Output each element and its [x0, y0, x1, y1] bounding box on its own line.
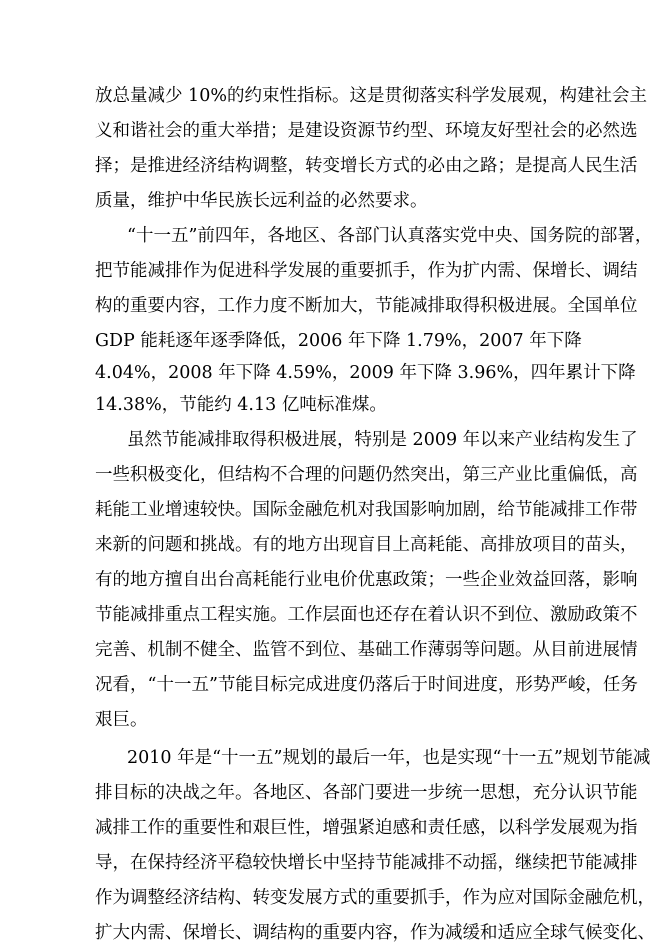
text-line: 导，在保持经济平稳较快增长中坚持节能减排不动摇，继续把节能减排: [95, 853, 638, 873]
text-line: 作为调整经济结构、转变发展方式的重要抓手，作为应对国际金融危机，: [95, 888, 655, 908]
text-line: 况看，“十一五”节能目标完成进度仍落后于时间进度，形势严峻，任务: [95, 675, 638, 695]
text-line: 义和谐社会的重大举措；是建设资源节约型、环境友好型社会的必然选: [95, 121, 638, 141]
text-line: 2010 年是“十一五”规划的最后一年，也是实现“十一五”规划节能减: [127, 748, 651, 768]
text-line: 放总量减少 10%的约束性指标。这是贯彻落实科学发展观，构建社会主: [95, 86, 647, 106]
text-line: 4.04%，2008 年下降 4.59%，2009 年下降 3.96%，四年累计下降: [95, 363, 636, 383]
text-line: 来新的问题和挑战。有的地方出现盲目上高耗能、高排放项目的苗头，: [95, 535, 638, 555]
text-line: 减排工作的重要性和艰巨性，增强紧迫感和责任感，以科学发展观为指: [95, 818, 638, 838]
text-line: 择；是推进经济结构调整，转变增长方式的必由之路；是提高人民生活: [95, 156, 638, 176]
text-line: 节能减排重点工程实施。工作层面也还存在着认识不到位、激励政策不: [95, 605, 638, 625]
text-line: 艰巨。: [95, 710, 148, 730]
text-line: 完善、机制不健全、监管不到位、基础工作薄弱等问题。从目前进展情: [95, 640, 638, 660]
text-line: 有的地方擅自出台高耗能行业电价优惠政策；一些企业效益回落，影响: [95, 570, 638, 590]
text-line: 虽然节能减排取得积极进展，特别是 2009 年以来产业结构发生了: [127, 430, 638, 450]
text-line: 耗能工业增速较快。国际金融危机对我国影响加剧，给节能减排工作带: [95, 500, 638, 520]
text-line: “十一五”前四年，各地区、各部门认真落实党中央、国务院的部署，: [127, 226, 653, 246]
text-line: 构的重要内容，工作力度不断加大，节能减排取得积极进展。全国单位: [95, 296, 638, 316]
text-line: 排目标的决战之年。各地区、各部门要进一步统一思想，充分认识节能: [95, 783, 638, 803]
text-line: 质量，维护中华民族长远利益的必然要求。: [95, 191, 428, 211]
text-line: 把节能减排作为促进科学发展的重要抓手，作为扩内需、保增长、调结: [95, 261, 638, 281]
text-line: 一些积极变化，但结构不合理的问题仍然突出，第三产业比重偏低，高: [95, 465, 638, 485]
text-line: 14.38%，节能约 4.13 亿吨标准煤。: [95, 395, 387, 415]
text-line: 扩大内需、保增长、调结构的重要内容，作为减缓和适应全球气候变化、: [95, 923, 655, 943]
text-line: GDP 能耗逐年逐季降低，2006 年下降 1.79%，2007 年下降: [95, 331, 582, 351]
